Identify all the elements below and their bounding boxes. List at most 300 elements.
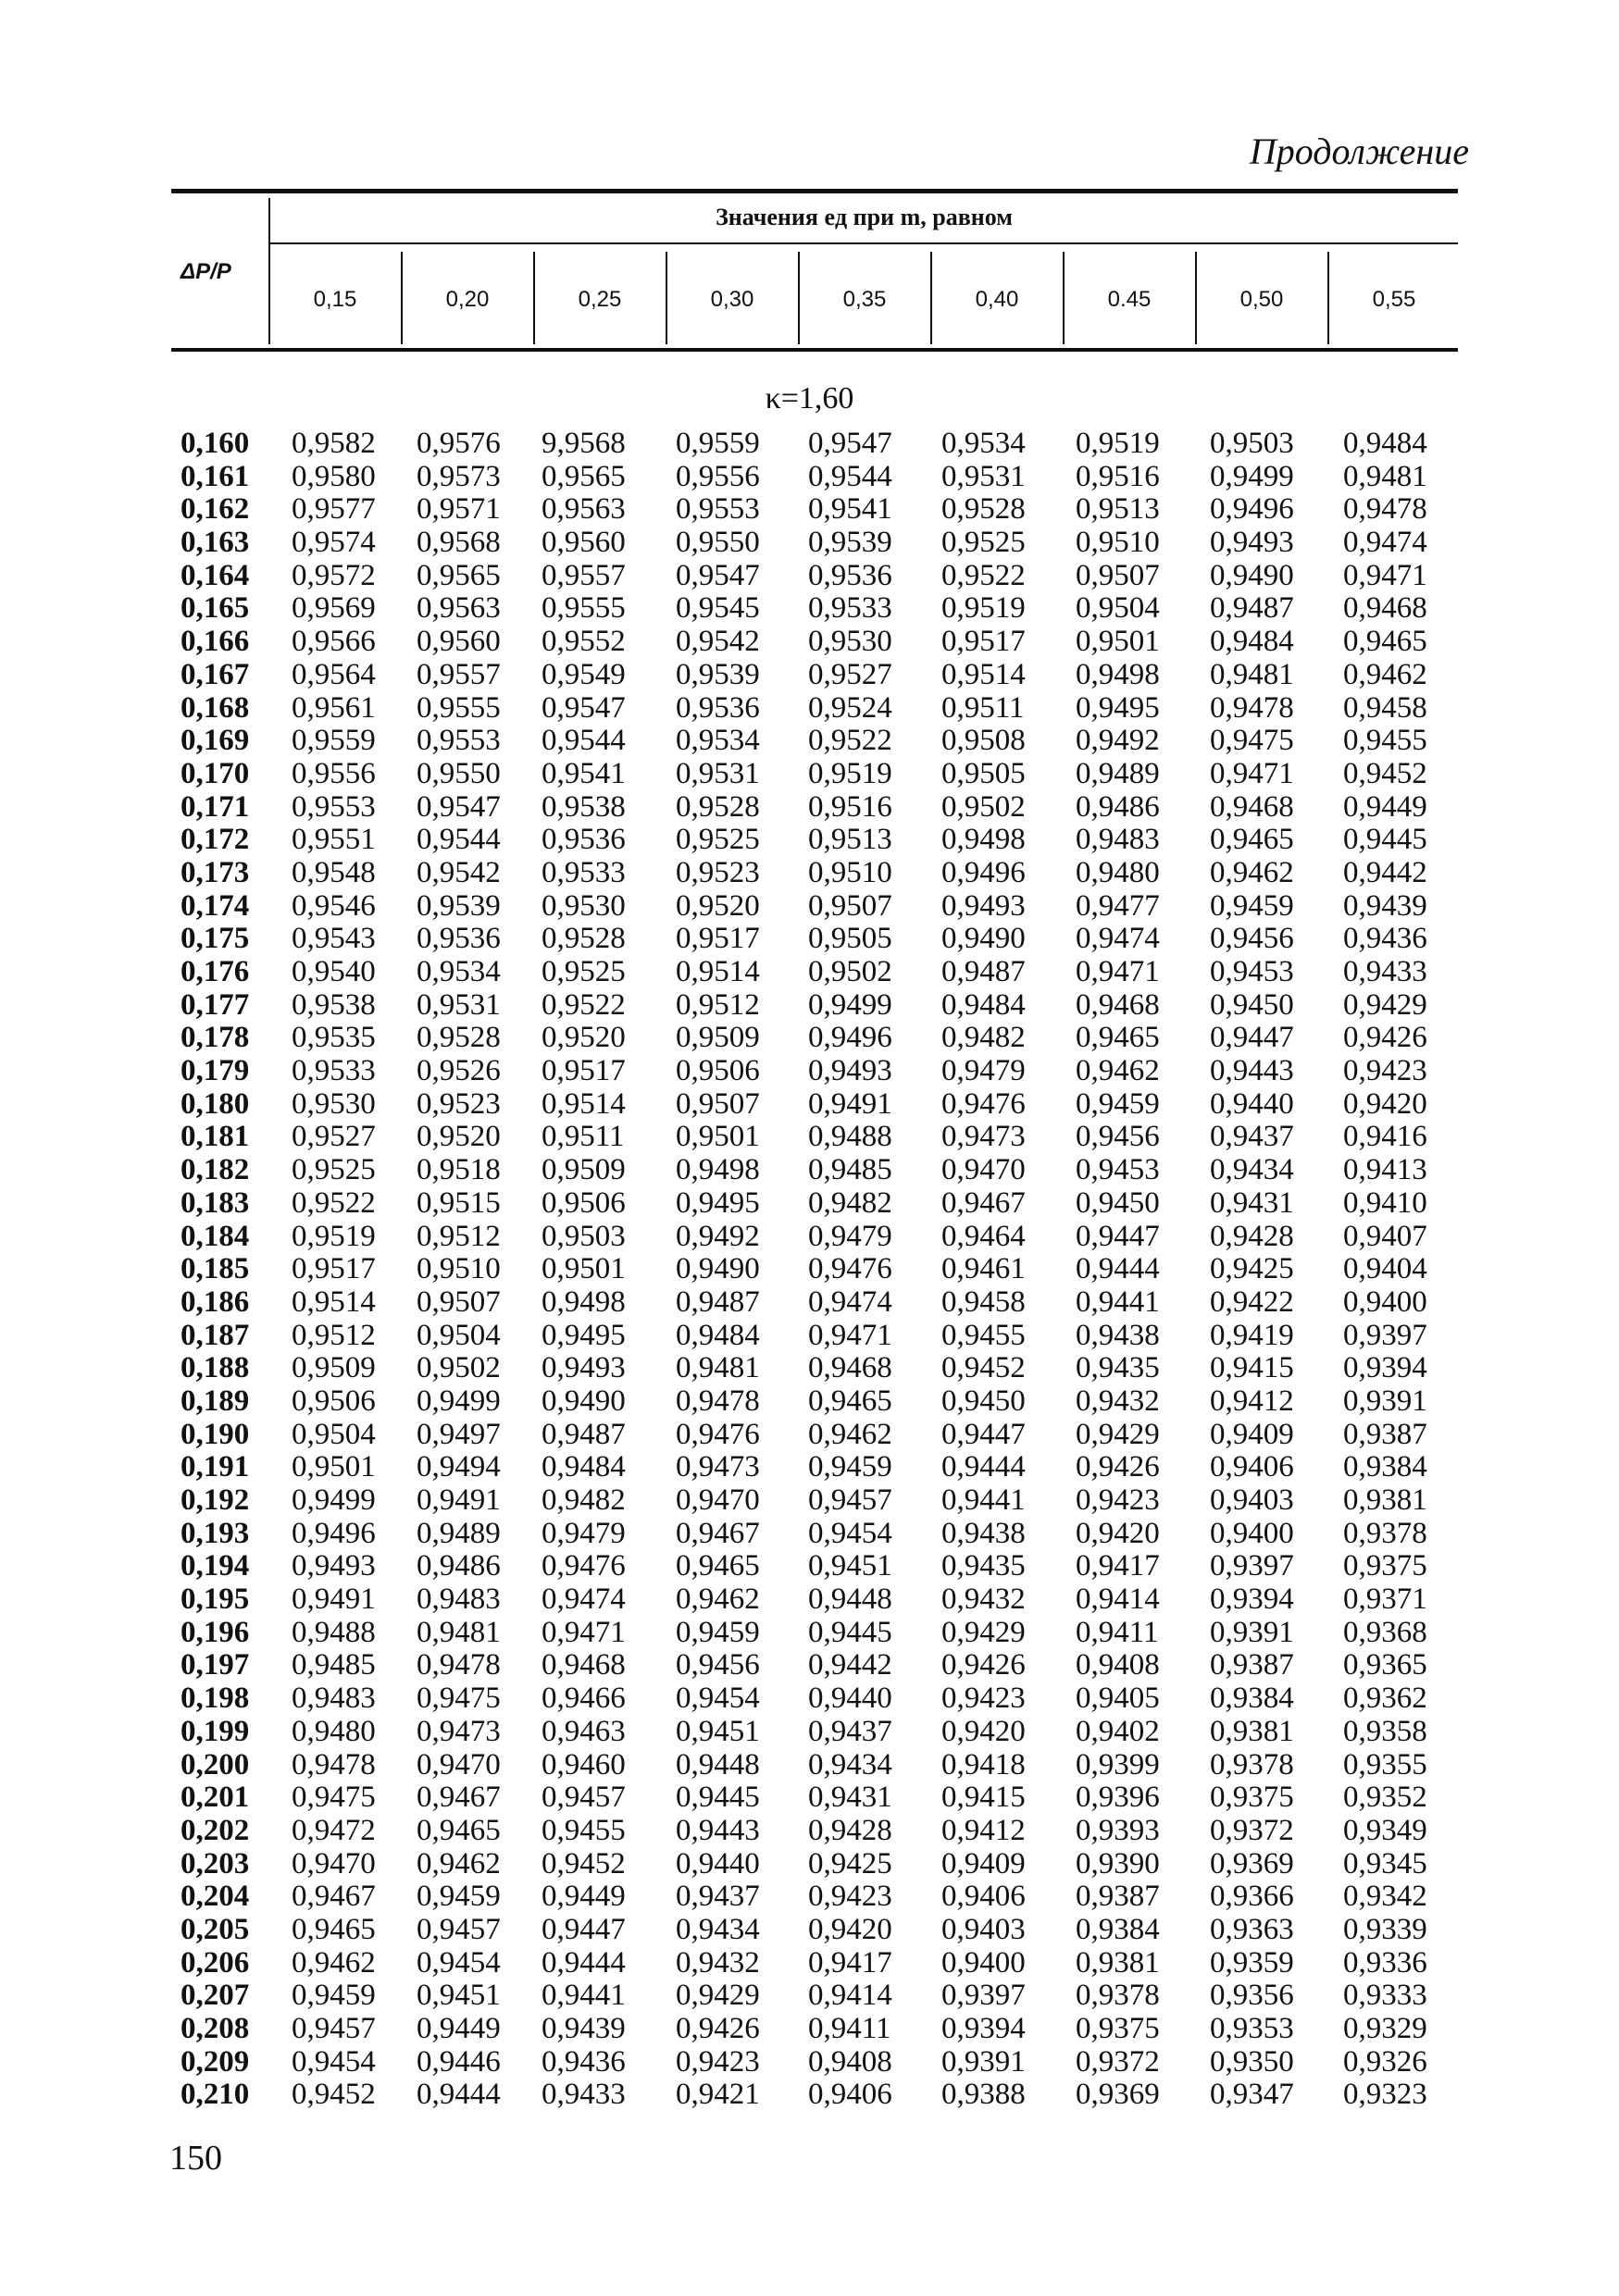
value-cell: 0,9436 bbox=[542, 2044, 626, 2079]
table-row bbox=[171, 1154, 1458, 1187]
value-cell: 0,9448 bbox=[676, 1747, 760, 1781]
value-cell: 0,9546 bbox=[292, 888, 376, 923]
value-cell: 0,9507 bbox=[676, 1086, 760, 1121]
value-cell: 0,9482 bbox=[542, 1483, 626, 1517]
value-cell: 0,9496 bbox=[941, 855, 1026, 889]
value-cell: 0,9400 bbox=[1210, 1516, 1294, 1550]
value-cell: 0,9465 bbox=[808, 1384, 892, 1418]
value-cell: 0,9433 bbox=[1343, 955, 1427, 988]
value-cell: 0,9491 bbox=[808, 1086, 892, 1121]
row-key-cell: 0,202 bbox=[181, 1813, 250, 1847]
value-cell: 0,9499 bbox=[417, 1384, 501, 1418]
value-cell: 0,9464 bbox=[941, 1219, 1026, 1253]
value-cell: 0,9520 bbox=[542, 1021, 626, 1055]
value-cell: 0,9442 bbox=[1343, 855, 1427, 889]
value-cell: 0,9514 bbox=[941, 657, 1026, 691]
value-cell: 0,9456 bbox=[1076, 1120, 1160, 1154]
row-key-cell: 0,168 bbox=[181, 690, 250, 725]
value-cell: 0,9474 bbox=[1343, 526, 1427, 560]
value-cell: 0,9443 bbox=[1210, 1054, 1294, 1088]
table-row bbox=[171, 1419, 1458, 1452]
value-cell: 0,9467 bbox=[941, 1185, 1026, 1220]
value-cell: 0,9548 bbox=[292, 855, 376, 889]
value-cell: 0,9485 bbox=[292, 1648, 376, 1682]
value-cell: 0,9498 bbox=[1076, 657, 1160, 691]
value-cell: 0,9452 bbox=[292, 2078, 376, 2112]
value-cell: 0,9516 bbox=[808, 789, 892, 824]
value-cell: 0,9504 bbox=[292, 1417, 376, 1451]
value-cell: 0,9488 bbox=[808, 1120, 892, 1154]
value-cell: 0,9484 bbox=[941, 987, 1026, 1022]
value-cell: 0,9371 bbox=[1343, 1582, 1427, 1617]
value-cell: 0,9506 bbox=[676, 1054, 760, 1088]
value-cell: 0,9400 bbox=[941, 1945, 1026, 1980]
value-cell: 0,9486 bbox=[1076, 789, 1160, 824]
group-header-rule bbox=[270, 242, 1458, 244]
value-cell: 0,9462 bbox=[417, 1846, 501, 1880]
value-cell: 0,9447 bbox=[1210, 1021, 1294, 1055]
value-cell: 0,9572 bbox=[292, 558, 376, 592]
value-cell: 0,9425 bbox=[808, 1846, 892, 1880]
value-cell: 0,9412 bbox=[1210, 1384, 1294, 1418]
value-cell: 0,9352 bbox=[1343, 1781, 1427, 1815]
value-cell: 0,9582 bbox=[292, 427, 376, 460]
row-key-cell: 0,181 bbox=[181, 1120, 250, 1154]
value-cell: 0,9576 bbox=[417, 427, 501, 460]
value-cell: 0,9396 bbox=[1076, 1781, 1160, 1815]
value-cell: 0,9452 bbox=[1343, 756, 1427, 790]
value-cell: 0,9449 bbox=[1343, 789, 1427, 824]
value-cell: 0,9465 bbox=[1343, 625, 1427, 659]
value-cell: 0,9329 bbox=[1343, 2012, 1427, 2045]
value-cell: 0,9459 bbox=[1076, 1086, 1160, 1121]
column-header: 0,15 bbox=[313, 287, 357, 312]
row-key-cell: 0,172 bbox=[181, 823, 250, 857]
value-cell: 0,9368 bbox=[1343, 1615, 1427, 1649]
value-cell: 0,9466 bbox=[542, 1682, 626, 1716]
value-cell: 0,9412 bbox=[941, 1813, 1026, 1847]
value-cell: 0,9499 bbox=[1210, 459, 1294, 493]
group-header: Значения eд при m, равном bbox=[716, 204, 1013, 230]
value-cell: 0,9502 bbox=[941, 789, 1026, 824]
value-cell: 0,9471 bbox=[542, 1615, 626, 1649]
value-cell: 0,9363 bbox=[1210, 1912, 1294, 1946]
value-cell: 0,9547 bbox=[417, 789, 501, 824]
value-cell: 0,9525 bbox=[292, 1153, 376, 1187]
row-key-cell: 0,207 bbox=[181, 1979, 250, 2013]
row-key-cell: 0,177 bbox=[181, 987, 250, 1022]
row-key-cell: 0,199 bbox=[181, 1714, 250, 1748]
value-cell: 0,9517 bbox=[292, 1252, 376, 1286]
value-cell: 0,9458 bbox=[1343, 690, 1427, 725]
table-row bbox=[171, 923, 1458, 956]
value-cell: 0,9552 bbox=[542, 625, 626, 659]
value-cell: 0,9539 bbox=[676, 657, 760, 691]
value-cell: 0,9563 bbox=[417, 591, 501, 626]
value-cell: 0,9547 bbox=[542, 690, 626, 725]
table-row bbox=[171, 1583, 1458, 1617]
value-cell: 0,9483 bbox=[292, 1682, 376, 1716]
value-cell: 0,9553 bbox=[292, 789, 376, 824]
stub-header: ΔP/P bbox=[181, 259, 231, 284]
table-row bbox=[171, 1980, 1458, 2013]
page-number: 150 bbox=[169, 2139, 222, 2178]
value-cell: 0,9489 bbox=[417, 1516, 501, 1550]
value-cell: 0,9475 bbox=[1210, 724, 1294, 758]
value-cell: 0,9471 bbox=[1343, 558, 1427, 592]
value-cell: 0,9539 bbox=[417, 888, 501, 923]
value-cell: 0,9538 bbox=[542, 789, 626, 824]
value-cell: 0,9356 bbox=[1210, 1979, 1294, 2013]
value-cell: 0,9462 bbox=[808, 1417, 892, 1451]
value-cell: 0,9417 bbox=[808, 1945, 892, 1980]
value-cell: 0,9476 bbox=[676, 1417, 760, 1451]
value-cell: 0,9415 bbox=[941, 1781, 1026, 1815]
table-row bbox=[171, 1121, 1458, 1154]
value-cell: 0,9426 bbox=[676, 2012, 760, 2045]
value-cell: 0,9482 bbox=[941, 1021, 1026, 1055]
value-cell: 0,9531 bbox=[676, 756, 760, 790]
value-cell: 0,9400 bbox=[1343, 1285, 1427, 1319]
value-cell: 0,9517 bbox=[941, 625, 1026, 659]
value-cell: 0,9425 bbox=[1210, 1252, 1294, 1286]
value-cell: 0,9522 bbox=[292, 1185, 376, 1220]
value-cell: 0,9445 bbox=[1343, 823, 1427, 857]
table-row bbox=[171, 1550, 1458, 1583]
value-cell: 0,9381 bbox=[1343, 1483, 1427, 1517]
value-cell: 0,9403 bbox=[941, 1912, 1026, 1946]
row-key-cell: 0,190 bbox=[181, 1417, 250, 1451]
value-cell: 0,9484 bbox=[542, 1450, 626, 1484]
value-cell: 0,9519 bbox=[292, 1219, 376, 1253]
table-row bbox=[171, 1749, 1458, 1782]
value-cell: 0,9542 bbox=[676, 625, 760, 659]
value-cell: 0,9403 bbox=[1210, 1483, 1294, 1517]
value-cell: 0,9445 bbox=[808, 1615, 892, 1649]
value-cell: 0,9388 bbox=[941, 2078, 1026, 2112]
value-cell: 0,9563 bbox=[542, 492, 626, 527]
value-cell: 0,9470 bbox=[676, 1483, 760, 1517]
value-cell: 0,9450 bbox=[941, 1384, 1026, 1418]
value-cell: 0,9454 bbox=[676, 1682, 760, 1716]
row-key-cell: 0,203 bbox=[181, 1846, 250, 1880]
row-key-cell: 0,208 bbox=[181, 2012, 250, 2045]
value-cell: 0,9530 bbox=[292, 1086, 376, 1121]
column-header: 0.45 bbox=[1107, 287, 1152, 312]
value-cell: 0,9432 bbox=[1076, 1384, 1160, 1418]
value-cell: 0,9534 bbox=[941, 427, 1026, 460]
value-cell: 0,9407 bbox=[1343, 1219, 1427, 1253]
value-cell: 0,9484 bbox=[1210, 625, 1294, 659]
value-cell: 0,9369 bbox=[1210, 1846, 1294, 1880]
value-cell: 0,9323 bbox=[1343, 2078, 1427, 2112]
value-cell: 0,9520 bbox=[417, 1120, 501, 1154]
value-cell: 0,9347 bbox=[1210, 2078, 1294, 2112]
value-cell: 0,9512 bbox=[292, 1318, 376, 1352]
value-cell: 0,9580 bbox=[292, 459, 376, 493]
value-cell: 0,9536 bbox=[676, 690, 760, 725]
value-cell: 0,9495 bbox=[676, 1185, 760, 1220]
value-cell: 0,9540 bbox=[292, 955, 376, 988]
value-cell: 0,9420 bbox=[1343, 1086, 1427, 1121]
value-cell: 0,9384 bbox=[1076, 1912, 1160, 1946]
value-cell: 0,9410 bbox=[1343, 1185, 1427, 1220]
value-cell: 0,9493 bbox=[542, 1351, 626, 1385]
row-key-cell: 0,178 bbox=[181, 1021, 250, 1055]
value-cell: 0,9496 bbox=[1210, 492, 1294, 527]
value-cell: 0,9573 bbox=[417, 459, 501, 493]
row-key-cell: 0,174 bbox=[181, 888, 250, 923]
value-cell: 0,9492 bbox=[1076, 724, 1160, 758]
value-cell: 0,9509 bbox=[676, 1021, 760, 1055]
value-cell: 0,9509 bbox=[542, 1153, 626, 1187]
value-cell: 0,9516 bbox=[1076, 459, 1160, 493]
value-cell: 0,9477 bbox=[1076, 888, 1160, 923]
table-row bbox=[171, 1451, 1458, 1484]
value-cell: 0,9359 bbox=[1210, 1945, 1294, 1980]
value-cell: 0,9556 bbox=[292, 756, 376, 790]
value-cell: 0,9387 bbox=[1210, 1648, 1294, 1682]
value-cell: 0,9415 bbox=[1210, 1351, 1294, 1385]
value-cell: 0,9520 bbox=[676, 888, 760, 923]
value-cell: 0,9422 bbox=[1210, 1285, 1294, 1319]
value-cell: 0,9426 bbox=[941, 1648, 1026, 1682]
value-cell: 0,9493 bbox=[292, 1549, 376, 1583]
row-key-cell: 0,160 bbox=[181, 427, 250, 460]
value-cell: 0,9429 bbox=[1343, 987, 1427, 1022]
value-cell: 0,9561 bbox=[292, 690, 376, 725]
value-cell: 0,9406 bbox=[808, 2078, 892, 2112]
value-cell: 0,9483 bbox=[417, 1582, 501, 1617]
value-cell: 0,9551 bbox=[292, 823, 376, 857]
value-cell: 0,9434 bbox=[676, 1912, 760, 1946]
value-cell: 0,9491 bbox=[417, 1483, 501, 1517]
value-cell: 0,9504 bbox=[417, 1318, 501, 1352]
value-cell: 0,9444 bbox=[542, 1945, 626, 1980]
value-cell: 0,9436 bbox=[1343, 922, 1427, 956]
value-cell: 0,9533 bbox=[542, 855, 626, 889]
value-cell: 0,9577 bbox=[292, 492, 376, 527]
value-cell: 0,9420 bbox=[808, 1912, 892, 1946]
value-cell: 0,9366 bbox=[1210, 1880, 1294, 1914]
value-cell: 0,9493 bbox=[941, 888, 1026, 923]
table-row bbox=[171, 1880, 1458, 1914]
value-cell: 0,9509 bbox=[292, 1351, 376, 1385]
value-cell: 0,9333 bbox=[1343, 1979, 1427, 2013]
value-cell: 0,9465 bbox=[1076, 1021, 1160, 1055]
row-key-cell: 0,176 bbox=[181, 955, 250, 988]
value-cell: 0,9495 bbox=[1076, 690, 1160, 725]
value-cell: 0,9510 bbox=[808, 855, 892, 889]
value-cell: 0,9465 bbox=[417, 1813, 501, 1847]
value-cell: 0,9526 bbox=[417, 1054, 501, 1088]
row-key-cell: 0,184 bbox=[181, 1219, 250, 1253]
value-cell: 0,9522 bbox=[542, 987, 626, 1022]
value-cell: 0,9484 bbox=[676, 1318, 760, 1352]
value-cell: 0,9564 bbox=[292, 657, 376, 691]
value-cell: 0,9474 bbox=[542, 1582, 626, 1617]
value-cell: 0,9431 bbox=[808, 1781, 892, 1815]
continued-label: Продолжение bbox=[1249, 130, 1469, 172]
value-cell: 0,9547 bbox=[808, 427, 892, 460]
value-cell: 0,9429 bbox=[676, 1979, 760, 2013]
value-cell: 0,9493 bbox=[808, 1054, 892, 1088]
value-cell: 0,9453 bbox=[1210, 955, 1294, 988]
table-row bbox=[171, 1385, 1458, 1419]
value-cell: 0,9536 bbox=[417, 922, 501, 956]
value-cell: 0,9459 bbox=[676, 1615, 760, 1649]
value-cell: 0,9534 bbox=[417, 955, 501, 988]
value-cell: 0,9375 bbox=[1076, 2012, 1160, 2045]
value-cell: 0,9381 bbox=[1076, 1945, 1160, 1980]
value-cell: 0,9336 bbox=[1343, 1945, 1427, 1980]
row-key-cell: 0,182 bbox=[181, 1153, 250, 1187]
table-row bbox=[171, 1088, 1458, 1122]
value-cell: 0,9472 bbox=[292, 1813, 376, 1847]
table-row bbox=[171, 1682, 1458, 1716]
value-cell: 0,9487 bbox=[676, 1285, 760, 1319]
column-header: 0,25 bbox=[578, 287, 622, 312]
value-cell: 0,9530 bbox=[808, 625, 892, 659]
row-key-cell: 0,186 bbox=[181, 1285, 250, 1319]
table-row bbox=[171, 1221, 1458, 1254]
value-cell: 0,9461 bbox=[941, 1252, 1026, 1286]
value-cell: 0,9387 bbox=[1076, 1880, 1160, 1914]
value-cell: 0,9441 bbox=[941, 1483, 1026, 1517]
column-header: 0,35 bbox=[842, 287, 887, 312]
value-cell: 0,9465 bbox=[292, 1912, 376, 1946]
value-cell: 0,9481 bbox=[676, 1351, 760, 1385]
value-cell: 0,9440 bbox=[808, 1682, 892, 1716]
value-cell: 0,9406 bbox=[941, 1880, 1026, 1914]
value-cell: 0,9484 bbox=[1343, 427, 1427, 460]
value-cell: 0,9512 bbox=[676, 987, 760, 1022]
value-cell: 0,9456 bbox=[676, 1648, 760, 1682]
value-cell: 0,9439 bbox=[1343, 888, 1427, 923]
value-cell: 0,9527 bbox=[292, 1120, 376, 1154]
value-cell: 0,9556 bbox=[676, 459, 760, 493]
value-cell: 0,9519 bbox=[808, 756, 892, 790]
value-cell: 0,9468 bbox=[1343, 591, 1427, 626]
value-cell: 0,9399 bbox=[1076, 1747, 1160, 1781]
column-header: 0,30 bbox=[710, 287, 754, 312]
value-cell: 0,9557 bbox=[542, 558, 626, 592]
value-cell: 0,9470 bbox=[941, 1153, 1026, 1187]
row-key-cell: 0,204 bbox=[181, 1880, 250, 1914]
value-cell: 0,9455 bbox=[1343, 724, 1427, 758]
value-cell: 0,9448 bbox=[808, 1582, 892, 1617]
value-cell: 0,9476 bbox=[941, 1086, 1026, 1121]
value-cell: 0,9408 bbox=[808, 2044, 892, 2079]
value-cell: 0,9394 bbox=[1343, 1351, 1427, 1385]
value-cell: 0,9453 bbox=[1076, 1153, 1160, 1187]
value-cell: 0,9441 bbox=[542, 1979, 626, 2013]
value-cell: 0,9454 bbox=[292, 2044, 376, 2079]
value-cell: 0,9478 bbox=[417, 1648, 501, 1682]
value-cell: 0,9444 bbox=[941, 1450, 1026, 1484]
value-cell: 0,9414 bbox=[1076, 1582, 1160, 1617]
value-cell: 0,9541 bbox=[808, 492, 892, 527]
value-cell: 0,9507 bbox=[417, 1285, 501, 1319]
value-cell: 0,9492 bbox=[676, 1219, 760, 1253]
value-cell: 0,9437 bbox=[1210, 1120, 1294, 1154]
value-cell: 0,9339 bbox=[1343, 1912, 1427, 1946]
value-cell: 0,9384 bbox=[1343, 1450, 1427, 1484]
value-cell: 0,9571 bbox=[417, 492, 501, 527]
value-cell: 0,9471 bbox=[1210, 756, 1294, 790]
value-cell: 0,9541 bbox=[542, 756, 626, 790]
row-key-cell: 0,198 bbox=[181, 1682, 250, 1716]
table-row bbox=[171, 1484, 1458, 1518]
column-separator bbox=[930, 252, 932, 344]
value-cell: 0,9431 bbox=[1210, 1185, 1294, 1220]
value-cell: 0,9503 bbox=[542, 1219, 626, 1253]
value-cell: 0,9433 bbox=[542, 2078, 626, 2112]
value-cell: 0,9511 bbox=[542, 1120, 625, 1154]
value-cell: 0,9538 bbox=[292, 987, 376, 1022]
value-cell: 0,9394 bbox=[941, 2012, 1026, 2045]
value-cell: 0,9435 bbox=[941, 1549, 1026, 1583]
value-cell: 0,9451 bbox=[676, 1714, 760, 1748]
value-cell: 0,9505 bbox=[941, 756, 1026, 790]
value-cell: 0,9451 bbox=[808, 1549, 892, 1583]
column-separator bbox=[1327, 252, 1329, 344]
value-cell: 0,9391 bbox=[1210, 1615, 1294, 1649]
value-cell: 0,9478 bbox=[676, 1384, 760, 1418]
value-cell: 0,9462 bbox=[676, 1582, 760, 1617]
value-cell: 0,9467 bbox=[292, 1880, 376, 1914]
value-cell: 0,9467 bbox=[676, 1516, 760, 1550]
row-key-cell: 0,201 bbox=[181, 1781, 250, 1815]
value-cell: 0,9369 bbox=[1076, 2078, 1160, 2112]
value-cell: 0,9473 bbox=[941, 1120, 1026, 1154]
value-cell: 0,9462 bbox=[1210, 855, 1294, 889]
value-cell: 0,9423 bbox=[1076, 1483, 1160, 1517]
value-cell: 0,9488 bbox=[292, 1615, 376, 1649]
value-cell: 0,9465 bbox=[1210, 823, 1294, 857]
value-cell: 0,9439 bbox=[542, 2012, 626, 2045]
value-cell: 0,9440 bbox=[676, 1846, 760, 1880]
value-cell: 0,9501 bbox=[1076, 625, 1160, 659]
value-cell: 0,9527 bbox=[808, 657, 892, 691]
table-row bbox=[171, 1848, 1458, 1881]
value-cell: 0,9474 bbox=[808, 1285, 892, 1319]
value-cell: 0,9458 bbox=[941, 1285, 1026, 1319]
value-cell: 0,9525 bbox=[941, 526, 1026, 560]
value-cell: 0,9494 bbox=[417, 1450, 501, 1484]
value-cell: 0,9495 bbox=[542, 1318, 626, 1352]
table-row bbox=[171, 1947, 1458, 1980]
row-key-cell: 0,200 bbox=[181, 1747, 250, 1781]
value-cell: 0,9473 bbox=[417, 1714, 501, 1748]
value-cell: 0,9409 bbox=[1210, 1417, 1294, 1451]
value-cell: 0,9479 bbox=[941, 1054, 1026, 1088]
row-key-cell: 0,170 bbox=[181, 756, 250, 790]
table-row bbox=[171, 1649, 1458, 1682]
value-cell: 0,9522 bbox=[941, 558, 1026, 592]
value-cell: 0,9530 bbox=[542, 888, 626, 923]
column-separator bbox=[666, 252, 667, 344]
value-cell: 0,9423 bbox=[808, 1880, 892, 1914]
value-cell: 0,9535 bbox=[292, 1021, 376, 1055]
value-cell: 0,9423 bbox=[941, 1682, 1026, 1716]
value-cell: 0,9406 bbox=[1210, 1450, 1294, 1484]
value-cell: 0,9411 bbox=[808, 2012, 891, 2045]
row-key-cell: 0,188 bbox=[181, 1351, 250, 1385]
value-cell: 0,9446 bbox=[417, 2044, 501, 2079]
table-row bbox=[171, 725, 1458, 758]
row-key-cell: 0,171 bbox=[181, 789, 250, 824]
